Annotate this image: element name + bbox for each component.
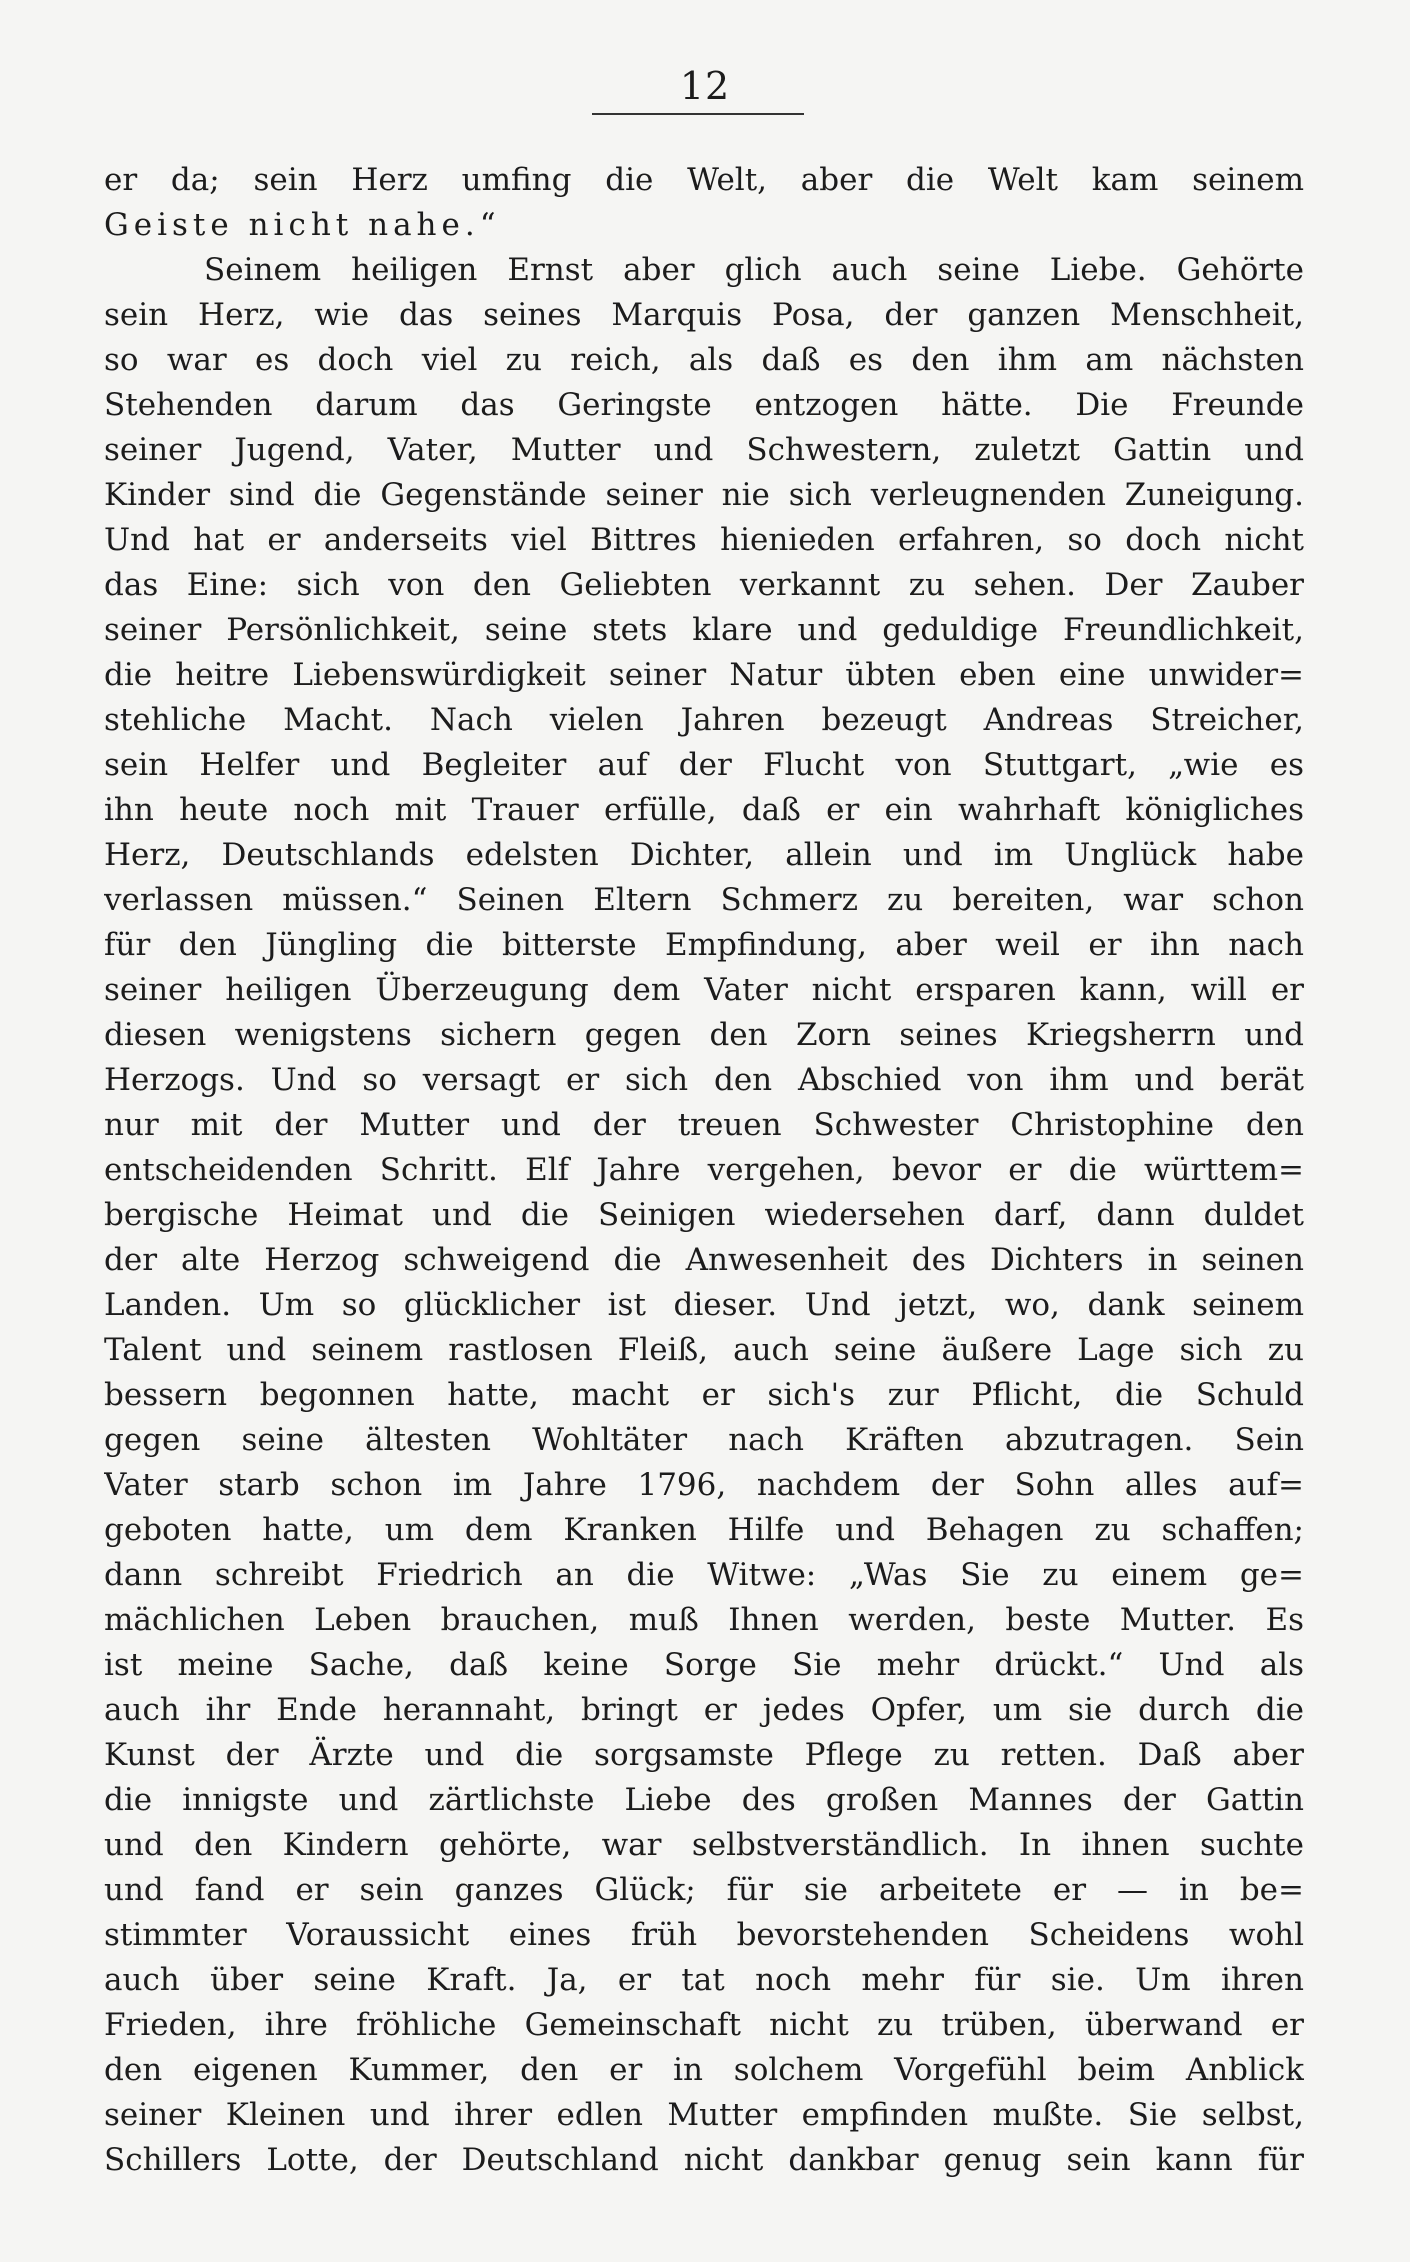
text-line: so war es doch viel zu reich, als daß es den ihm am nächsten <box>104 342 1304 378</box>
text-line: die heitre Liebenswürdigkeit seiner Natur übten eben eine unwider= <box>104 657 1304 693</box>
text-line: entscheidenden Schritt. Elf Jahre vergehen, bevor er die württem= <box>104 1152 1304 1188</box>
text-line: Herz, Deutschlands edelsten Dichter, allein und im Unglück habe <box>104 837 1304 873</box>
text-line: dann schreibt Friedrich an die Witwe: „Was Sie zu einem ge= <box>104 1557 1304 1593</box>
text-line: für den Jüngling die bitterste Empfindung, aber weil er ihn nach <box>104 927 1304 963</box>
text-line: auch ihr Ende herannaht, bringt er jedes Opfer, um sie durch die <box>104 1692 1304 1728</box>
text-line: Herzogs. Und so versagt er sich den Abschied von ihm und berät <box>104 1062 1304 1098</box>
body-text <box>104 158 1304 2183</box>
text-line: Talent und seinem rastlosen Fleiß, auch seine äußere Lage sich zu <box>104 1332 1304 1368</box>
text-line: mächlichen Leben brauchen, muß Ihnen werden, beste Mutter. Es <box>104 1602 1304 1638</box>
header-rule <box>592 113 804 115</box>
page-number: 12 <box>679 64 731 108</box>
text-line: verlassen müssen.“ Seinen Eltern Schmerz zu bereiten, war schon <box>104 882 1304 918</box>
text-line: und fand er sein ganzes Glück; für sie arbeitete er — in be= <box>104 1872 1304 1908</box>
text-line: stehliche Macht. Nach vielen Jahren bezeugt Andreas Streicher, <box>104 702 1304 738</box>
text-line: Kinder sind die Gegenstände seiner nie sich verleugnenden Zuneigung. <box>104 477 1304 513</box>
text-line: der alte Herzog schweigend die Anwesenheit des Dichters in seinen <box>104 1242 1304 1278</box>
text-line: den eigenen Kummer, den er in solchem Vorgefühl beim Anblick <box>104 2052 1304 2088</box>
text-line: diesen wenigstens sichern gegen den Zorn seines Kriegsherrn und <box>104 1017 1304 1053</box>
text-line: sein Helfer und Begleiter auf der Flucht von Stuttgart, „wie es <box>104 747 1304 783</box>
text-line: Stehenden darum das Geringste entzogen hätte. Die Freunde <box>104 387 1304 423</box>
text-line: nur mit der Mutter und der treuen Schwester Christophine den <box>104 1107 1304 1143</box>
text-line: ist meine Sache, daß keine Sorge Sie mehr drückt.“ Und als <box>104 1647 1304 1683</box>
text-line: seiner Kleinen und ihrer edlen Mutter empfinden mußte. Sie selbst, <box>104 2097 1304 2133</box>
text-line: stimmter Voraussicht eines früh bevorstehenden Scheidens wohl <box>104 1917 1304 1953</box>
text-line: das Eine: sich von den Geliebten verkannt zu sehen. Der Zauber <box>104 567 1304 603</box>
text-line: bergische Heimat und die Seinigen wiedersehen darf, dann duldet <box>104 1197 1304 1233</box>
text-line: ihn heute noch mit Trauer erfülle, daß er ein wahrhaft königliches <box>104 792 1304 828</box>
text-line: bessern begonnen hatte, macht er sich's zur Pflicht, die Schuld <box>104 1377 1304 1413</box>
text-line: seiner Jugend, Vater, Mutter und Schwestern, zuletzt Gattin und <box>104 432 1304 468</box>
text-line: Kunst der Ärzte und die sorgsamste Pflege zu retten. Daß aber <box>104 1737 1304 1773</box>
text-line: Seinem heiligen Ernst aber glich auch seine Liebe. Gehörte <box>204 252 1304 288</box>
text-line: und den Kindern gehörte, war selbstverständlich. In ihnen suchte <box>104 1827 1304 1863</box>
text-line: geboten hatte, um dem Kranken Hilfe und Behagen zu schaffen; <box>104 1512 1304 1548</box>
text-line: er da; sein Herz umfing die Welt, aber die Welt kam seinem <box>104 162 1304 198</box>
text-line: seiner heiligen Überzeugung dem Vater nicht ersparen kann, will er <box>104 972 1304 1008</box>
text-line: Landen. Um so glücklicher ist dieser. Und jetzt, wo, dank seinem <box>104 1287 1304 1323</box>
text-line: die innigste und zärtlichste Liebe des großen Mannes der Gattin <box>104 1782 1304 1818</box>
text-line: gegen seine ältesten Wohltäter nach Kräften abzutragen. Sein <box>104 1422 1304 1458</box>
text-line: seiner Persönlichkeit, seine stets klare und geduldige Freundlichkeit, <box>104 612 1304 648</box>
text-line: Vater starb schon im Jahre 1796, nachdem der Sohn alles auf= <box>104 1467 1304 1503</box>
text-line: auch über seine Kraft. Ja, er tat noch mehr für sie. Um ihren <box>104 1962 1304 1998</box>
text-line: Und hat er anderseits viel Bittres hienieden erfahren, so doch nicht <box>104 522 1304 558</box>
text-line: sein Herz, wie das seines Marquis Posa, der ganzen Menschheit, <box>104 297 1304 333</box>
text-line: Geiste nicht nahe.“ <box>104 207 501 243</box>
text-line: Frieden, ihre fröhliche Gemeinschaft nicht zu trüben, überwand er <box>104 2007 1304 2043</box>
text-line: Schillers Lotte, der Deutschland nicht dankbar genug sein kann für <box>104 2142 1304 2178</box>
